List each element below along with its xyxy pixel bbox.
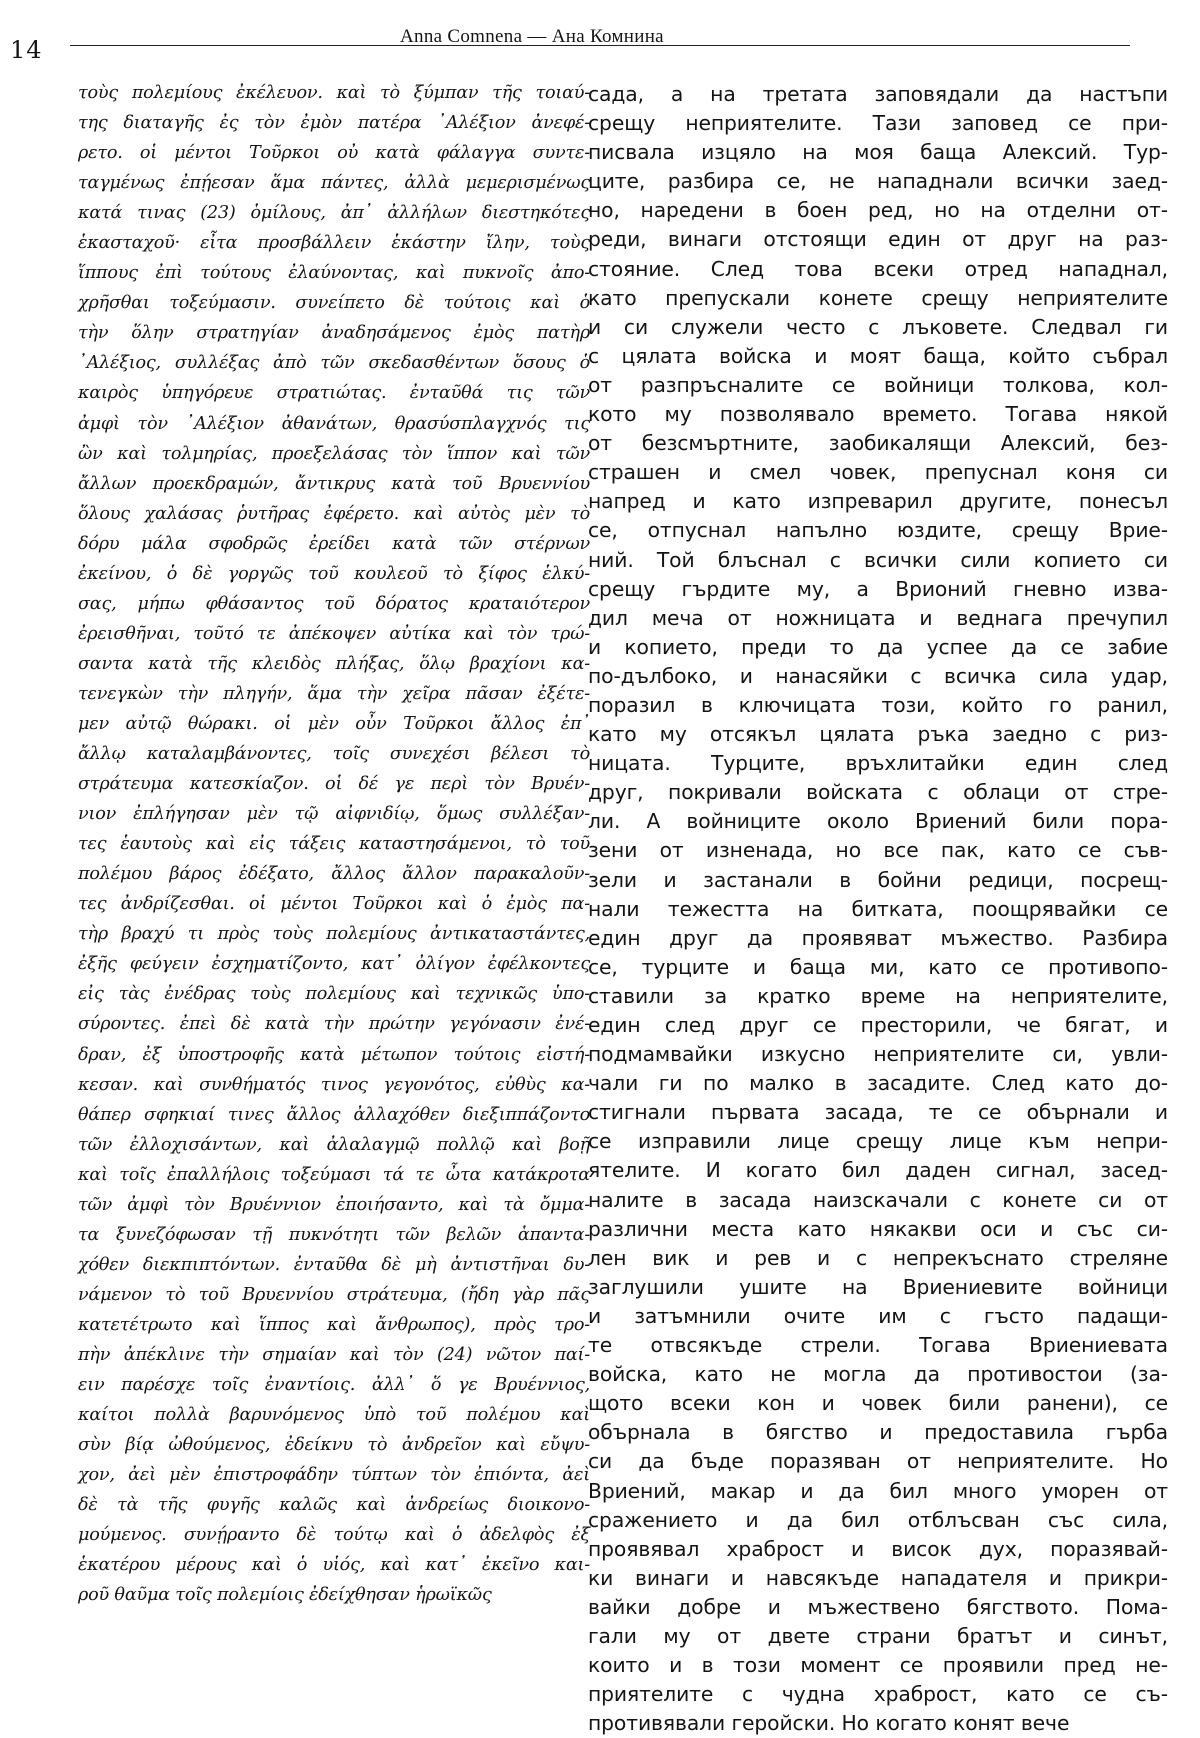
bulgarian-text-line: ятелите. И когато бил даден сигнал, засед- bbox=[588, 1158, 1168, 1183]
greek-text-line: χον, ἀεὶ μὲν ἐπιστροφάδην τύπτων τὸν ἐπιόντα, ἀεὶ bbox=[78, 1465, 590, 1486]
bulgarian-text-line: кото му позволявало времето. Тогава някой bbox=[588, 402, 1168, 427]
greek-text-line: πολέμου βάρος ἐδέξατο, ἄλλος ἄλλον παρακαλοῦν- bbox=[78, 864, 590, 885]
greek-text-line: ἀμφὶ τὸν ᾿Αλέξιον ἀθανάτων, θρασύσπλαγχνός τις bbox=[78, 413, 590, 434]
bulgarian-text-line: страшен и смел човек, препуснал коня си bbox=[588, 460, 1168, 485]
bulgarian-text-line: но, наредени в боен ред, но на отделни от- bbox=[588, 198, 1168, 223]
bulgarian-text-line: Вриений, макар и да бил много уморен от bbox=[588, 1478, 1168, 1503]
greek-text-line: δόρυ μάλα σφοδρῶς ἐρείδει κατὰ τῶν στέρνων bbox=[78, 533, 590, 554]
bulgarian-text-line: като препускали конете срещу неприятелите bbox=[588, 285, 1168, 310]
greek-text-line: τὴν ὅλην στρατηγίαν ἀναδησάμενος ἐμὸς πατὴρ bbox=[78, 323, 590, 344]
bulgarian-text-line: се, турците и баща ми, като се противопо- bbox=[588, 954, 1168, 979]
greek-text-line: κατά τινας (23) ὁμίλους, ἀπ᾿ ἀλλήλων διεστηκότες bbox=[78, 203, 590, 224]
bulgarian-text-line: обърнала в бягство и предоставила гърба bbox=[588, 1420, 1168, 1445]
bulgarian-text-line: си да бъде поразяван от неприятелите. Но bbox=[588, 1449, 1168, 1474]
greek-text-line: ὢν καὶ τολμηρίας, προεξελάσας τὸν ἵππον καὶ τῶν bbox=[78, 443, 590, 464]
bulgarian-text-line: срещу гърдите му, а Врионий гневно изва- bbox=[588, 576, 1168, 601]
running-head: Anna Comnena — Ана Комнина bbox=[400, 26, 664, 47]
bulgarian-text-line: от разпръсналите се войници толкова, кол- bbox=[588, 372, 1168, 397]
bulgarian-text-line: стигнали първата засада, те се обърнали и bbox=[588, 1100, 1168, 1125]
greek-text-line: νάμενον τὸ τοῦ Βρυεννίου στράτευμα, (ἤδη γὰρ πᾶς bbox=[78, 1284, 590, 1305]
greek-text-line: της διαταγῆς ἐς τὸν ἐμὸν πατέρα ᾿Αλέξιον ἀνεφέ- bbox=[78, 113, 590, 134]
greek-text-line: ἐκείνου, ὁ δὲ γοργῶς τοῦ κουλεοῦ τὸ ξίφος ἑλκύ- bbox=[78, 563, 590, 584]
bulgarian-text-line: щото всеки кон и човек били ранени), се bbox=[588, 1391, 1168, 1416]
bulgarian-text-line: заглушили ушите на Вриениевите войници bbox=[588, 1274, 1168, 1299]
bulgarian-text-line: подмамвайки изкусно неприятелите си, увли- bbox=[588, 1042, 1168, 1067]
greek-text-line: ἵππους ἐπὶ τούτους ἐλαύνοντας, καὶ πυκνοῖς ἀπο- bbox=[78, 263, 590, 284]
bulgarian-text-line: и копието, преди то да успее да се забие bbox=[588, 634, 1168, 659]
greek-text-line: μούμενος. συνῄραντο δὲ τούτῳ καὶ ὁ ἀδελφὸς ἐξ bbox=[78, 1525, 590, 1546]
greek-text-line: πὴν ἀπέκλινε τὴν σημαίαν καὶ τὸν (24) νῶτον παί- bbox=[78, 1344, 590, 1365]
greek-text-line: τα ξυνεζόφωσαν τῇ πυκνότητι τῶν βελῶν ἁπαντα- bbox=[78, 1224, 590, 1245]
greek-text-line: νιον ἐπλήγησαν μὲν τῷ αἰφνιδίῳ, ὅμως συλλέξαν- bbox=[78, 804, 590, 825]
greek-text-line: θάπερ σφηκιαί τινες ἄλλος ἀλλαχόθεν διεξιππάζοντο bbox=[78, 1104, 590, 1125]
greek-text-line: ἄλλῳ καταλαμβάνοντες, τοῖς συνεχέσι βέλεσι τὸ bbox=[78, 744, 590, 765]
greek-text-line: καὶ τοῖς ἐπαλλήλοις τοξεύμασι τά τε ὦτα κατάκροτα bbox=[78, 1164, 590, 1185]
bulgarian-text-line: гали му от двете страни братът и синът, bbox=[588, 1623, 1168, 1648]
bulgarian-translation-column bbox=[588, 80, 1168, 1738]
bulgarian-text-line: налите в засада наизскачали с конете си от bbox=[588, 1187, 1168, 1212]
greek-text-line: τῶν ἀμφὶ τὸν Βρυέννιον ἐποιήσαντο, καὶ τὰ ὄμμα- bbox=[78, 1194, 590, 1215]
bulgarian-text-line: и затъмнили очите им с гъсто падащи- bbox=[588, 1303, 1168, 1328]
bulgarian-text-line: поразил в ключицата този, който го ранил, bbox=[588, 692, 1168, 717]
bulgarian-text-line: ки винаги и навсякъде нападателя и прикри- bbox=[588, 1565, 1168, 1590]
bulgarian-text-line: различни места като някакви оси и със си- bbox=[588, 1216, 1168, 1241]
greek-text-line: ᾿Αλέξιος, συλλέξας ἀπὸ τῶν σκεδασθέντων ὅσους ὁ bbox=[78, 353, 590, 374]
greek-text-line: χόθεν διεκπιπτόντων. ἐνταῦθα δὲ μὴ ἀντιστῆναι δυ- bbox=[78, 1254, 590, 1275]
greek-text-line: τοὺς πολεμίους ἐκέλευον. καὶ τὸ ξύμπαν τῆς τοιαύ- bbox=[78, 83, 590, 103]
bulgarian-text-line: приятелите с чудна храброст, като се съ- bbox=[588, 1682, 1168, 1707]
greek-text-line: ὅλους χαλάσας ῥυτῆρας ἐφέρετο. καὶ αὐτὸς μὲν τὸ bbox=[78, 503, 590, 524]
bulgarian-text-line: ците, разбира се, не нападнали всички заед- bbox=[588, 169, 1168, 194]
bulgarian-text-line: един друг да проявяват мъжество. Разбира bbox=[588, 925, 1168, 950]
bulgarian-text-line: по-дълбоко, и нанасяйки с всичка сила удар, bbox=[588, 663, 1168, 688]
bulgarian-text-line: проявявал храброст и висок дух, поразявай- bbox=[588, 1536, 1168, 1561]
bulgarian-text-line: и си служели често с лъковете. Следвал ги bbox=[588, 314, 1168, 339]
greek-text-line: ἐρεισθῆναι, τοῦτό τε ἀπέκοψεν αὐτίκα καὶ τὸν τρώ- bbox=[78, 623, 590, 644]
bulgarian-text-line: противявали геройски. Но когато конят вече bbox=[588, 1711, 1070, 1736]
bulgarian-text-line: ставили за кратко време на неприятелите, bbox=[588, 983, 1168, 1008]
bulgarian-text-line: зени от изненада, но все пак, като се съв- bbox=[588, 838, 1168, 863]
greek-text-line: καιρὸς ὑπηγόρευε στρατιώτας. ἐνταῦθά τις τῶν bbox=[78, 383, 590, 404]
greek-text-line: ἑκασταχοῦ· εἶτα προσβάλλειν ἑκάστην ἴλην, τοὺς bbox=[78, 233, 590, 254]
bulgarian-text-line: един след друг се престорили, че бягат, и bbox=[588, 1013, 1168, 1037]
bulgarian-text-line: стояние. След това всеки отред нападнал, bbox=[588, 256, 1168, 281]
greek-text-line: τες ἀνδρίζεσθαι. οἱ μέντοι Τοῦρκοι καὶ ὁ ἐμὸς πα- bbox=[78, 894, 590, 915]
bulgarian-text-line: дил меча от ножницата и веднага пречупил bbox=[588, 605, 1168, 630]
bulgarian-text-line: сражението и да бил отблъсван със сила, bbox=[588, 1507, 1168, 1532]
bulgarian-text-line: ний. Той блъснал с всички сили копието си bbox=[588, 547, 1168, 572]
bulgarian-text-line: с цялата войска и моят баща, който събрал bbox=[588, 343, 1168, 368]
bulgarian-text-line: сада, а на третата заповядали да настъпи bbox=[588, 82, 1168, 106]
greek-text-line: μεν αὐτῷ θώρακι. οἱ μὲν οὖν Τοῦρκοι ἄλλος ἐπ᾿ bbox=[78, 713, 590, 734]
bulgarian-text-line: ницата. Турците, връхлитайки един след bbox=[588, 751, 1168, 776]
bulgarian-text-line: чали ги по малко в засадите. След като до- bbox=[588, 1071, 1168, 1096]
greek-text-line: ἑκατέρου μέρους καὶ ὁ υἱός, καὶ κατ᾿ ἐκεῖνο και- bbox=[78, 1555, 590, 1576]
greek-text-line: ρετο. οἱ μέντοι Τοῦρκοι οὐ κατὰ φάλαγγα συντε- bbox=[78, 143, 590, 164]
bulgarian-text-line: войска, като не могла да противостои (за- bbox=[588, 1362, 1168, 1387]
bulgarian-text-line: нали тежестта на битката, поощрявайки се bbox=[588, 896, 1168, 921]
greek-text-line: χρῆσθαι τοξεύμασιν. συνείπετο δὲ τούτοις καὶ ὁ bbox=[78, 293, 590, 314]
greek-text-line: ειν παρέσχε τοῖς ἐναντίοις. ἀλλ᾿ ὅ γε Βρυέννιος, bbox=[78, 1375, 590, 1396]
page-number: 14 bbox=[10, 36, 43, 64]
bulgarian-text-line: които и в този момент се проявили пред не- bbox=[588, 1653, 1168, 1678]
greek-text-line: ἐξῆς φεύγειν ἐσχηματίζοντο, κατ᾿ ὀλίγον ἐφέλκοντες bbox=[78, 954, 590, 975]
greek-text-line: σύροντες. ἐπεὶ δὲ κατὰ τὴν πρώτην γεγόνασιν ἐνέ- bbox=[78, 1014, 590, 1035]
greek-text-line: στράτευμα κατεσκίαζον. οἱ δέ γε περὶ τὸν Βρυέν- bbox=[78, 774, 590, 795]
greek-text-line: σὺν βίᾳ ὠθούμενος, ἐδείκνυ τὸ ἀνδρεῖον καὶ εὔψυ- bbox=[78, 1435, 590, 1456]
greek-text-line: σας, μήπω φθάσαντος τοῦ δόρατος κραταιότερον bbox=[78, 593, 590, 614]
bulgarian-text-line: се, отпуснал напълно юздите, срещу Вриe- bbox=[588, 518, 1168, 543]
bulgarian-text-line: лен вик и рев и с непрекъснато стреляне bbox=[588, 1245, 1168, 1270]
bulgarian-text-line: реди, винаги отстоящи един от друг на раз- bbox=[588, 227, 1168, 252]
greek-text-line: ταγμένως ἐπῄεσαν ἅμα πάντες, ἀλλὰ μεμερισμένως bbox=[78, 173, 590, 194]
header-rule bbox=[70, 45, 1130, 46]
greek-text-line: τῶν ἐλλοχισάντων, καὶ ἀλαλαγμῷ πολλῷ καὶ βοῇ bbox=[78, 1134, 590, 1155]
bulgarian-text-line: писвала изцяло на моя баща Алексий. Тур- bbox=[588, 140, 1168, 165]
bulgarian-text-line: срещу неприятелите. Тази заповед се при- bbox=[588, 111, 1168, 136]
bulgarian-text-line: се изправили лице срещу лице към непри- bbox=[588, 1129, 1168, 1154]
greek-text-line: τες ἑαυτοὺς καὶ εἰς τάξεις καταστησάμενοι, τὸ τοῦ bbox=[78, 834, 590, 855]
bulgarian-text-line: зели и застанали в бойни редици, посрещ- bbox=[588, 867, 1168, 892]
greek-text-line: ἄλλων προεκδραμών, ἄντικρυς κατὰ τοῦ Βρυεννίου bbox=[78, 473, 590, 494]
greek-text-line: σαντα κατὰ τῆς κλειδὸς πλήξας, ὅλῳ βραχίονι κα- bbox=[78, 653, 590, 674]
greek-text-line: τὴρ βραχύ τι πρὸς τοὺς πολεμίους ἀντικαταστάντες, bbox=[78, 924, 590, 945]
bulgarian-text-line: вайки добре и мъжествено бягството. Пома- bbox=[588, 1594, 1168, 1619]
greek-text-line: τενεγκὼν τὴν πληγήν, ἅμα τὴν χεῖρα πᾶσαν ἐξέτε- bbox=[78, 683, 590, 704]
bulgarian-text-line: напред и като изпреварил другите, понесъл bbox=[588, 489, 1168, 514]
bulgarian-text-line: друг, покривали войската с облаци от стре- bbox=[588, 780, 1168, 805]
greek-text-line: ροῦ θαῦμα τοῖς πολεμίοις ἐδείχθησαν ἡρωϊκῶς bbox=[78, 1585, 492, 1606]
bulgarian-text-line: като му отсякъл цялата ръка заедно с риз- bbox=[588, 722, 1168, 747]
greek-text-column bbox=[78, 78, 590, 1610]
greek-text-line: καίτοι πολλὰ βαρυνόμενος ὑπὸ τοῦ πολέμου καὶ bbox=[78, 1405, 590, 1426]
bulgarian-text-line: от безсмъртните, заобикалящи Алексий, без- bbox=[588, 431, 1168, 456]
greek-text-line: κεσαν. καὶ συνθήματός τινος γεγονότος, εὐθὺς κα- bbox=[78, 1074, 590, 1095]
greek-text-line: κατετέτρωτο καὶ ἵππος καὶ ἄνθρωπος), πρὸς τρο- bbox=[78, 1314, 590, 1335]
bulgarian-text-line: те отвсякъде стрели. Тогава Вриениевата bbox=[588, 1333, 1168, 1358]
greek-text-line: δὲ τὰ τῆς φυγῆς καλῶς καὶ ἀνδρείως διοικονο- bbox=[78, 1495, 590, 1516]
greek-text-line: δραν, ἐξ ὑποστροφῆς κατὰ μέτωπον τούτοις εἰστή- bbox=[78, 1044, 590, 1065]
bulgarian-text-line: ли. А войниците около Вриений били пора- bbox=[588, 809, 1168, 834]
greek-text-line: εἰς τὰς ἐνέδρας τοὺς πολεμίους καὶ τεχνικῶς ὑπο- bbox=[78, 984, 590, 1005]
